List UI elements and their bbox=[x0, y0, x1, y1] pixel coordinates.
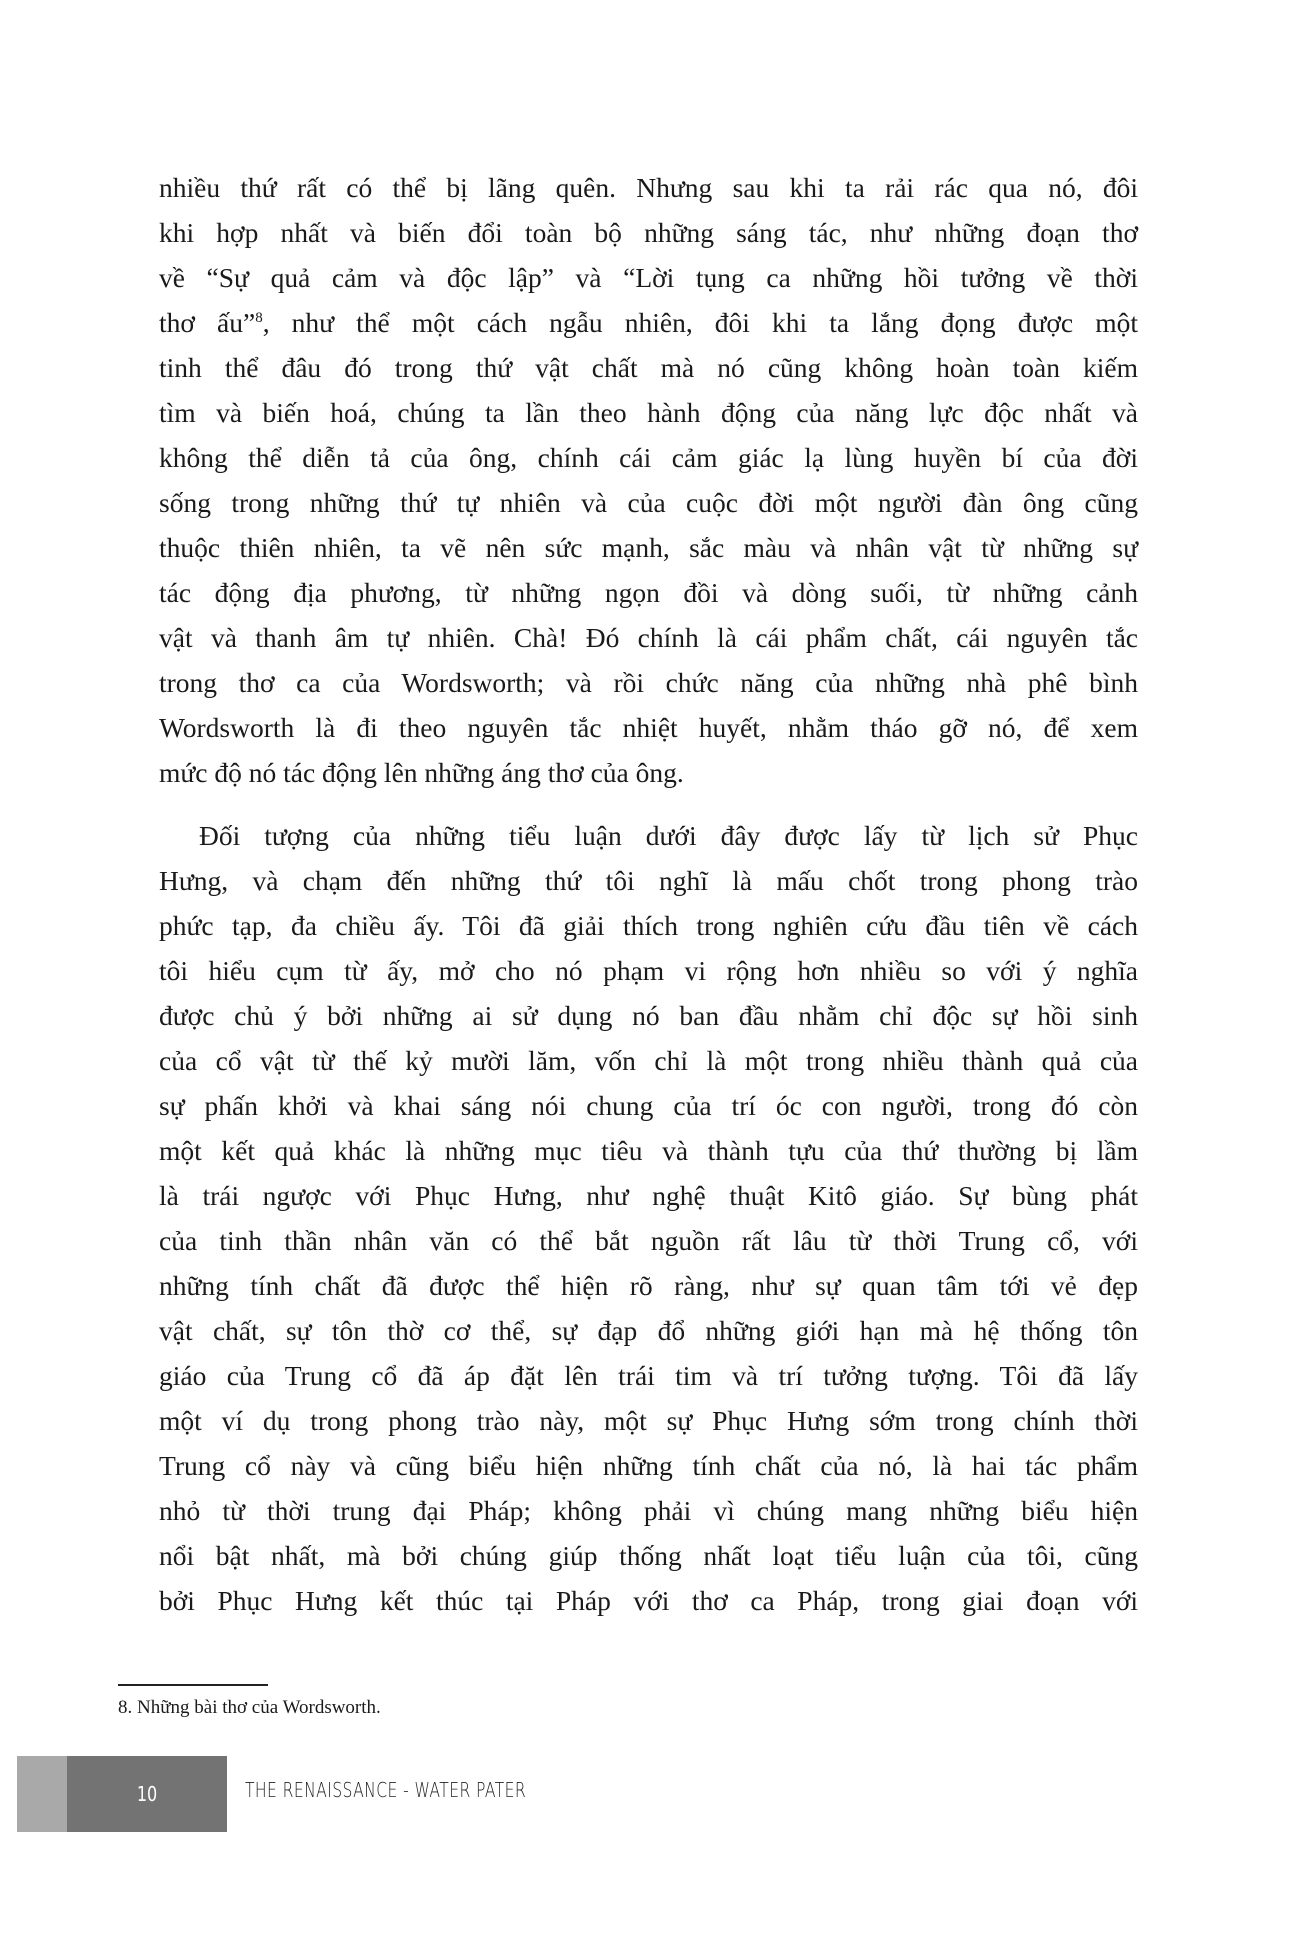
footnote-divider bbox=[118, 1684, 268, 1686]
footnote: 8. Những bài thơ của Wordsworth. bbox=[118, 1697, 381, 1718]
text-line: Đối tượng của những tiểu luận dưới đây được lấy từ lịch sử Phục bbox=[199, 820, 1138, 851]
footer-page-block bbox=[67, 1756, 227, 1832]
text-line: tác động địa phương, từ những ngọn đồi và dòng suối, từ những cảnh bbox=[159, 577, 1138, 608]
text-line: nhiều thứ rất có thể bị lãng quên. Nhưng sau khi ta rải rác qua nó, đôi bbox=[159, 172, 1138, 203]
text-fragment: , như thể một cách ngẫu nhiên, đôi khi ta lắng đọng được một bbox=[262, 307, 1138, 338]
footnote-ref: 8 bbox=[255, 309, 263, 326]
text-line: tinh thể đâu đó trong thứ vật chất mà nó cũng không hoàn toàn kiếm bbox=[159, 352, 1138, 383]
text-line: nổi bật nhất, mà bởi chúng giúp thống nhất loạt tiểu luận của tôi, cũng bbox=[159, 1540, 1138, 1571]
text-line: phức tạp, đa chiều ấy. Tôi đã giải thích trong nghiên cứu đầu tiên về cách bbox=[159, 910, 1138, 941]
text-line: không thể diễn tả của ông, chính cái cảm giác lạ lùng huyền bí của đời bbox=[159, 442, 1138, 473]
text-line: mức độ nó tác động lên những áng thơ của ông. bbox=[159, 757, 684, 788]
text-line: của tinh thần nhân văn có thể bắt nguồn rất lâu từ thời Trung cổ, với bbox=[159, 1225, 1138, 1256]
text-line: Wordsworth là đi theo nguyên tắc nhiệt huyết, nhằm tháo gỡ nó, để xem bbox=[159, 712, 1138, 743]
page-number: 10 bbox=[136, 1782, 158, 1806]
text-line: được chủ ý bởi những ai sử dụng nó ban đầu nhằm chỉ độc sự hồi sinh bbox=[159, 1000, 1138, 1031]
text-line: trong thơ ca của Wordsworth; và rồi chức năng của những nhà phê bình bbox=[159, 667, 1138, 698]
text-line: về “Sự quả cảm và độc lập” và “Lời tụng ca những hồi tưởng về thời bbox=[159, 262, 1138, 293]
text-line: Hưng, và chạm đến những thứ tôi nghĩ là mấu chốt trong phong trào bbox=[159, 865, 1138, 896]
text-line: là trái ngược với Phục Hưng, như nghệ thuật Kitô giáo. Sự bùng phát bbox=[159, 1180, 1138, 1211]
running-title: THE RENAISSANCE - WATER PATER bbox=[245, 1778, 527, 1802]
text-line: tìm và biến hoá, chúng ta lần theo hành động của năng lực độc nhất và bbox=[159, 397, 1138, 428]
text-line: sống trong những thứ tự nhiên và của cuộc đời một người đàn ông cũng bbox=[159, 487, 1138, 518]
text-line: Trung cổ này và cũng biểu hiện những tính chất của nó, là hai tác phẩm bbox=[159, 1450, 1138, 1481]
paragraph-2 bbox=[159, 813, 1138, 1623]
text-line: bởi Phục Hưng kết thúc tại Pháp với thơ ca Pháp, trong giai đoạn với bbox=[159, 1585, 1138, 1616]
text-line: vật và thanh âm tự nhiên. Chà! Đó chính là cái phẩm chất, cái nguyên tắc bbox=[159, 622, 1138, 653]
body-text bbox=[159, 165, 1138, 1623]
text-line: của cổ vật từ thế kỷ mười lăm, vốn chỉ là một trong nhiều thành quả của bbox=[159, 1045, 1138, 1076]
text-line bbox=[159, 300, 1138, 345]
text-line: khi hợp nhất và biến đổi toàn bộ những sáng tác, như những đoạn thơ bbox=[159, 217, 1138, 248]
text-line: nhỏ từ thời trung đại Pháp; không phải vì chúng mang những biểu hiện bbox=[159, 1495, 1138, 1526]
text-line: thuộc thiên nhiên, ta vẽ nên sức mạnh, sắc màu và nhân vật từ những sự bbox=[159, 532, 1138, 563]
text-line: giáo của Trung cổ đã áp đặt lên trái tim và trí tưởng tượng. Tôi đã lấy bbox=[159, 1360, 1138, 1391]
text-line: một kết quả khác là những mục tiêu và thành tựu của thứ thường bị lầm bbox=[159, 1135, 1138, 1166]
text-line: những tính chất đã được thể hiện rõ ràng, như sự quan tâm tới vẻ đẹp bbox=[159, 1270, 1138, 1301]
text-line: một ví dụ trong phong trào này, một sự Phục Hưng sớm trong chính thời bbox=[159, 1405, 1138, 1436]
text-fragment: thơ ấu” bbox=[159, 307, 256, 338]
text-line: sự phấn khởi và khai sáng nói chung của trí óc con người, trong đó còn bbox=[159, 1090, 1138, 1121]
text-line: vật chất, sự tôn thờ cơ thể, sự đạp đổ những giới hạn mà hệ thống tôn bbox=[159, 1315, 1138, 1346]
paragraph-1 bbox=[159, 165, 1138, 795]
text-line: tôi hiểu cụm từ ấy, mở cho nó phạm vi rộng hơn nhiều so với ý nghĩa bbox=[159, 955, 1138, 986]
footer-light-block bbox=[17, 1756, 67, 1832]
